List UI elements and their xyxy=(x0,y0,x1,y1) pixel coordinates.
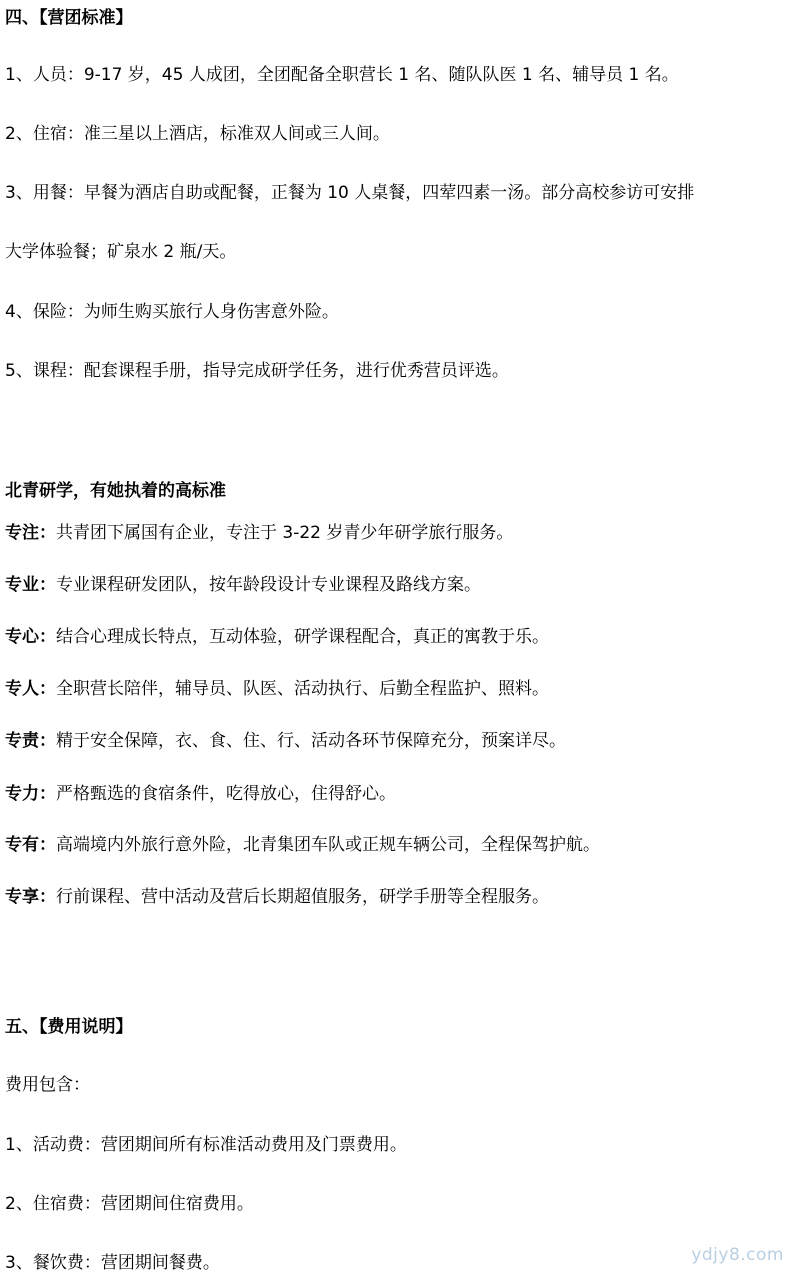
brand-item-exclusive xyxy=(5,833,600,857)
brand-item-professional xyxy=(5,573,481,597)
section4-heading: 四、【营团标准】 xyxy=(5,8,133,28)
brand-item-label: 专业： xyxy=(5,575,56,595)
brand-item-label: 专责： xyxy=(5,731,56,751)
section4-item-3: 3、用餐：早餐为酒店自助或配餐，正餐为 10 人桌餐，四荤四素一汤。部分高校参访可安排 xyxy=(5,183,695,203)
watermark: ydjy8.com xyxy=(691,1245,784,1265)
brand-item-text: 精于安全保障，衣、食、住、行、活动各环节保障充分，预案详尽。 xyxy=(56,731,566,751)
brand-item-text: 高端境内外旅行意外险，北青集团车队或正规车辆公司，全程保驾护航。 xyxy=(56,835,600,855)
section4-item-2: 2、住宿：准三星以上酒店，标准双人间或三人间。 xyxy=(5,124,390,144)
section5-item-3: 3、餐饮费：营团期间餐费。 xyxy=(5,1253,220,1273)
brand-item-text: 共青团下属国有企业，专注于 3-22 岁青少年研学旅行服务。 xyxy=(56,523,514,543)
brand-item-text: 行前课程、营中活动及营后长期超值服务，研学手册等全程服务。 xyxy=(56,887,549,907)
brand-item-enjoy xyxy=(5,885,549,909)
brand-item-label: 专心： xyxy=(5,627,56,647)
brand-item-label: 专注： xyxy=(5,523,56,543)
section4-item-1: 1、人员：9-17 岁，45 人成团，全团配备全职营长 1 名、随队队医 1 名、辅导员 1 名。 xyxy=(5,65,679,85)
brand-item-text: 全职营长陪伴，辅导员、队医、活动执行、后勤全程监护、照料。 xyxy=(56,679,549,699)
brand-item-personnel xyxy=(5,677,549,701)
brand-item-dedicated xyxy=(5,625,549,649)
section5-item-1: 1、活动费：营团期间所有标准活动费用及门票费用。 xyxy=(5,1135,407,1155)
brand-item-label: 专享： xyxy=(5,887,56,907)
brand-item-focus xyxy=(5,521,513,545)
section4-item-4: 4、保险：为师生购买旅行人身伤害意外险。 xyxy=(5,302,339,322)
brand-item-label: 专人： xyxy=(5,679,56,699)
brand-item-text: 结合心理成长特点，互动体验，研学课程配合，真正的寓教于乐。 xyxy=(56,627,549,647)
brand-item-effort xyxy=(5,782,396,806)
brand-item-label: 专力： xyxy=(5,784,56,804)
section4-item-5: 5、课程：配套课程手册，指导完成研学任务，进行优秀营员评选。 xyxy=(5,361,509,381)
section5-heading: 五、【费用说明】 xyxy=(5,1017,133,1037)
section5-item-2: 2、住宿费：营团期间住宿费用。 xyxy=(5,1194,254,1214)
brand-item-text: 专业课程研发团队，按年龄段设计专业课程及路线方案。 xyxy=(56,575,481,595)
brand-item-responsibility xyxy=(5,729,566,753)
brand-item-label: 专有： xyxy=(5,835,56,855)
section4-item-3-cont: 大学体验餐；矿泉水 2 瓶/天。 xyxy=(5,242,237,262)
brand-item-text: 严格甄选的食宿条件，吃得放心，住得舒心。 xyxy=(56,784,396,804)
section5-subheading: 费用包含： xyxy=(5,1075,90,1095)
brand-heading: 北青研学，有她执着的高标准 xyxy=(5,481,226,501)
